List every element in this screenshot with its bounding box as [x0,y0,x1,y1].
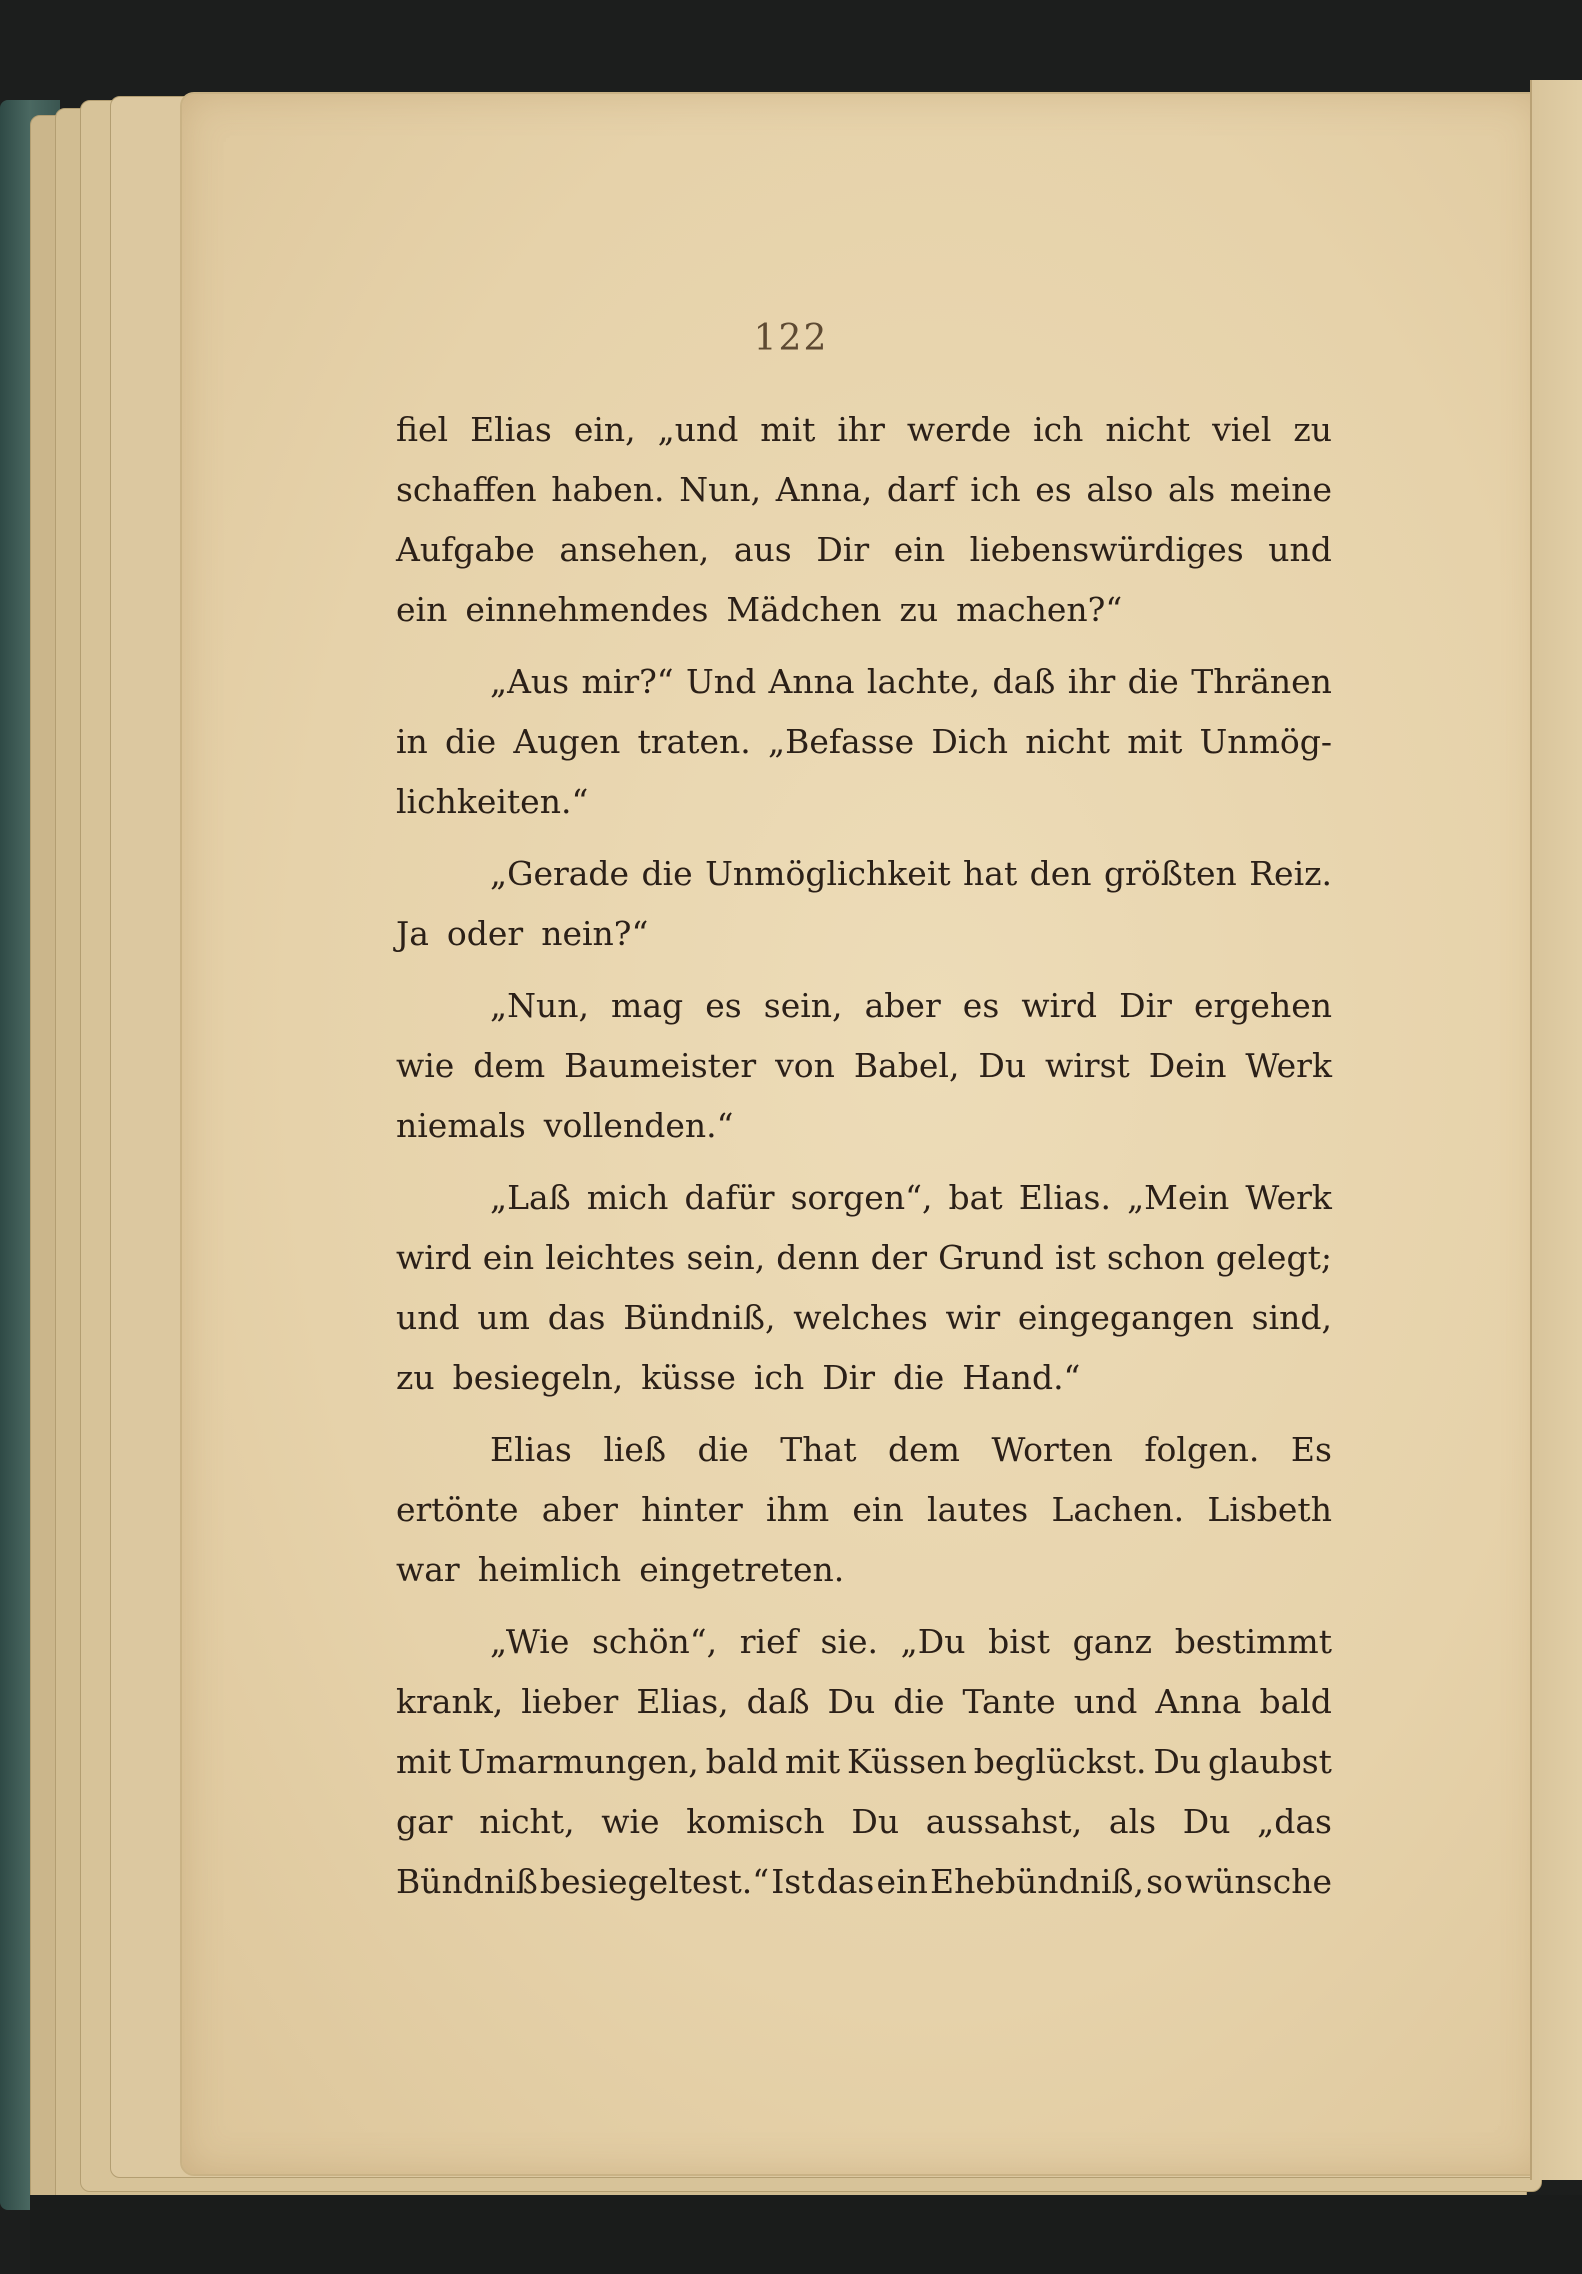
word: und [1268,530,1332,569]
word: Unmög- [1199,722,1332,761]
word: aber [541,1490,618,1529]
word: wünsche [1185,1862,1332,1901]
word: Lisbeth [1207,1490,1332,1529]
word: also [1086,470,1154,509]
word: ein [876,1862,928,1901]
word: „Laß [490,1178,571,1217]
word: Mädchen [726,590,882,629]
word: ich [753,1358,805,1397]
word: Anna [768,662,855,701]
word: „Gerade [490,854,630,893]
word: mit [1127,722,1183,761]
text-line [396,1096,1332,1156]
word: niemals [396,1106,526,1145]
word: heimlich [477,1550,622,1589]
word: Elias, [636,1682,729,1721]
word: als [1168,470,1216,509]
word: schön“, [591,1622,718,1661]
word: oder [446,914,524,953]
text-line [396,520,1332,580]
word: aussahst, [925,1802,1083,1841]
word: Elias [490,1430,572,1469]
word: aber [864,986,941,1025]
word: die [893,1682,945,1721]
word: Hand.“ [962,1358,1081,1397]
word: Dir [822,1358,876,1397]
word: Augen [513,722,621,761]
word: wirst [1045,1046,1130,1085]
paragraph-gap [396,1156,1332,1168]
word: Dein [1148,1046,1227,1085]
word: lichkeiten.“ [396,782,589,821]
text-line [396,1732,1332,1792]
word: Aufgabe [396,530,535,569]
word: um [477,1298,530,1337]
word: Du [978,1046,1027,1085]
word: mit [396,1742,452,1781]
word: besiegeltest.“ [539,1862,770,1901]
text-line [396,652,1332,712]
word: Ehebündniß, [929,1862,1144,1901]
text-line [396,580,1332,640]
word: Grund [938,1238,1044,1277]
word: Bündniß, [623,1298,776,1337]
word: ich [970,470,1021,509]
word: mich [586,1178,669,1217]
word: wir [945,1298,1001,1337]
word: es [962,986,1000,1025]
word: Baumeister [564,1046,757,1085]
word: war [396,1550,460,1589]
word: die [1127,662,1179,701]
word: vollenden.“ [543,1106,734,1145]
word: Lachen. [1051,1490,1185,1529]
word: viel [1212,410,1272,449]
word: dem [473,1046,546,1085]
word: hat [963,854,1018,893]
word: ihr [837,410,885,449]
text-line [396,904,1332,964]
word: lieber [521,1682,619,1721]
word: die [893,1358,945,1397]
word: Babel, [853,1046,960,1085]
word: wird [1021,986,1098,1025]
word: „Du [900,1622,966,1661]
word: Unmöglichkeit [705,854,951,893]
word: Ist [771,1862,815,1901]
word: als [1108,1802,1157,1841]
word: es [705,986,742,1025]
word: sie. [820,1622,879,1661]
text-line [396,1036,1332,1096]
word: ihm [766,1490,830,1529]
text-line [396,1612,1332,1672]
word: ist [1054,1238,1096,1277]
word: Elias [470,410,552,449]
word: „und [657,410,739,449]
word: „Nun, [490,986,589,1025]
word: ein, [573,410,636,449]
text-line [396,1540,1332,1600]
word: Dich [931,722,1009,761]
word: bat [948,1178,1003,1217]
word: denn [776,1238,860,1277]
word: nein?“ [541,914,649,953]
text-line [396,1168,1332,1228]
word: wird [396,1238,472,1277]
word: dafür [684,1178,775,1217]
text-line [396,1480,1332,1540]
page-number: 122 [753,318,829,359]
word: Thränen [1191,662,1332,701]
word: gelegt; [1215,1238,1332,1277]
word: sein, [763,986,843,1025]
word: ein [482,1238,535,1277]
word: mit [760,410,816,449]
word: Bündniß [396,1862,538,1901]
word: das [547,1298,606,1337]
word: nicht [1025,722,1111,761]
word: mir?“ [581,662,674,701]
word: „das [1257,1802,1332,1841]
word: leichtes [545,1238,676,1277]
word: bist [988,1622,1050,1661]
word: schaffen [396,470,537,509]
word: beglückst. [973,1742,1147,1781]
word: sind, [1251,1298,1332,1337]
word: „Mein [1127,1178,1230,1217]
word: glaubst [1208,1742,1332,1781]
word: eingegangen [1017,1298,1234,1337]
word: krank, [396,1682,504,1721]
word: ihr [1067,662,1116,701]
word: Worten [991,1430,1113,1469]
word: zu [899,590,939,629]
word: ich [1033,410,1084,449]
word: lachte, [866,662,981,701]
word: daß [992,662,1056,701]
word: eingetreten. [639,1550,845,1589]
word: zu [1293,410,1332,449]
word: dem [887,1430,960,1469]
paragraph-gap [396,1600,1332,1612]
word: bald [1259,1682,1332,1721]
word: hinter [641,1490,743,1529]
word: sein, [686,1238,766,1277]
text-line [396,400,1332,460]
word: Du [827,1682,876,1721]
word: bestimmt [1174,1622,1332,1661]
text-line [396,712,1332,772]
background-shadow [30,2195,1582,2274]
paragraph-gap [396,964,1332,976]
facing-page-edge [1530,80,1582,2180]
word: Nun, [679,470,762,509]
word: ein [852,1490,904,1529]
word: komisch [686,1802,825,1841]
word: „Befasse [767,722,915,761]
word: werde [906,410,1012,449]
word: die [444,722,497,761]
word: Du [1153,1742,1202,1781]
text-line [396,460,1332,520]
word: zu [396,1358,435,1397]
text-line [396,1420,1332,1480]
word: fiel [396,410,449,449]
text-line [396,1672,1332,1732]
word: einnehmendes [465,590,709,629]
word: ansehen, [559,530,710,569]
word: schon [1106,1238,1205,1277]
word: und [1073,1682,1138,1721]
word: ein [396,590,448,629]
word: ein [893,530,946,569]
paragraph-gap [396,640,1332,652]
text-line [396,1288,1332,1348]
word: Anna, [775,470,873,509]
word: Du [851,1802,900,1841]
word: meine [1229,470,1332,509]
word: Du [1182,1802,1231,1841]
word: so [1146,1862,1183,1901]
word: traten. [637,722,751,761]
word: sorgen“, [790,1178,933,1217]
word: von [775,1046,835,1085]
word: mit [785,1742,841,1781]
word: „Wie [490,1622,570,1661]
word: die [641,854,693,893]
word: daß [746,1682,810,1721]
paragraph-gap [396,832,1332,844]
word: ergehen [1194,986,1332,1025]
word: gar [396,1802,453,1841]
word: Reiz. [1249,854,1332,893]
text-line [396,1792,1332,1852]
text-line [396,1852,1332,1912]
word: wie [601,1802,660,1841]
word: lautes [927,1490,1029,1529]
text-line [396,772,1332,832]
word: Elias. [1018,1178,1111,1217]
word: Küssen [847,1742,967,1781]
word: welches [793,1298,928,1337]
word: Umarmungen, [458,1742,699,1781]
word: es [1035,470,1072,509]
word: ertönte [396,1490,519,1529]
word: den [1029,854,1092,893]
word: machen?“ [956,590,1123,629]
body-text [396,400,1332,1912]
text-line [396,1228,1332,1288]
word: folgen. [1144,1430,1260,1469]
word: haben. [551,470,665,509]
text-line [396,844,1332,904]
word: „Aus [490,662,570,701]
word: in [396,722,428,761]
word: und [396,1298,460,1337]
word: Und [686,662,757,701]
paragraph-gap [396,1408,1332,1420]
word: küsse [641,1358,736,1397]
word: Ja [396,914,429,953]
word: aus [733,530,792,569]
word: das [816,1862,875,1901]
word: ganz [1072,1622,1153,1661]
word: nicht [1105,410,1191,449]
word: ließ [603,1430,667,1469]
text-line [396,1348,1332,1408]
word: größten [1103,854,1237,893]
word: der [870,1238,927,1277]
word: Dir [816,530,870,569]
word: Es [1290,1430,1332,1469]
word: rief [739,1622,798,1661]
word: Dir [1119,986,1172,1025]
word: die [697,1430,749,1469]
word: besiegeln, [452,1358,624,1397]
word: mag [611,986,684,1025]
word: Werk [1245,1178,1332,1217]
word: wie [396,1046,455,1085]
word: liebenswürdiges [969,530,1244,569]
word: That [780,1430,857,1469]
word: darf [886,470,956,509]
word: Tante [962,1682,1056,1721]
word: nicht, [479,1802,575,1841]
text-line [396,976,1332,1036]
word: bald [705,1742,779,1781]
word: Anna [1155,1682,1242,1721]
word: Werk [1245,1046,1332,1085]
